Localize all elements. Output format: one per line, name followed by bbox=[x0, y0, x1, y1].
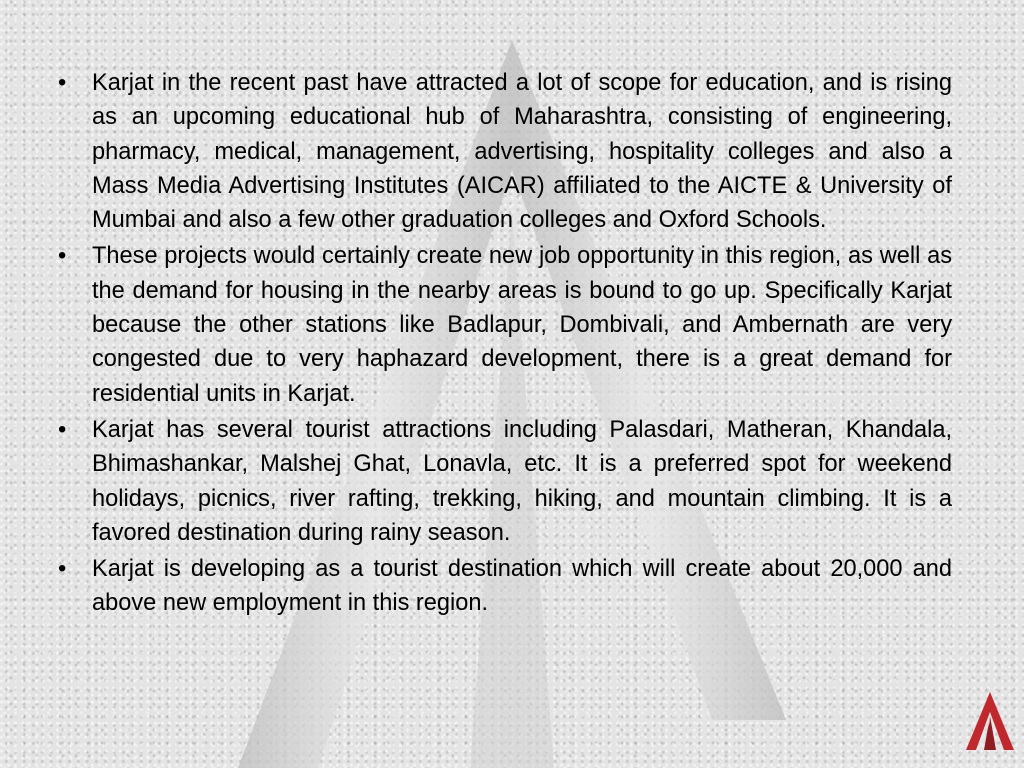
slide-content bbox=[58, 66, 952, 623]
bullet-education bbox=[58, 66, 952, 237]
bullet-marker: • bbox=[58, 556, 67, 583]
bullet-marker: • bbox=[58, 243, 67, 270]
bullet-text: Karjat has several tourist attractions including Palasdari, Matheran, Khandala, Bhimashankar, Malshej Ghat, Lonavla, etc. It is a preferred spot for weekend holidays, picnics, river rafting, trekking, hiking, and mountain climbing. It is a favored destination during rainy season. bbox=[92, 416, 952, 546]
bullet-marker: • bbox=[58, 70, 67, 96]
bullet-tourism bbox=[58, 413, 952, 550]
bullet-employment bbox=[58, 552, 952, 621]
bullet-housing bbox=[58, 239, 952, 410]
bullet-text: Karjat in the recent past have attracted a lot of scope for education, and is rising as an upcoming educational hub of Maharashtra, consisting of engineering, pharmacy, medical, management, advertising, hospitality colleges and also a Mass Media Advertising Institutes (AICAR) affiliated to the AICTE & University of Mumbai and also a few other graduation colleges and Oxford Schools. bbox=[92, 70, 952, 234]
bullet-text: These projects would certainly create new job opportunity in this region, as well as the demand for housing in the nearby areas is bound to go up. Specifically Karjat because the other stations like Badlapur, Dombivali, and Ambernath are very congested due to very haphazard development, there is a great demand for residential units in Karjat. bbox=[92, 243, 952, 407]
bullet-marker: • bbox=[58, 416, 67, 443]
a-logo-icon bbox=[962, 690, 1018, 752]
bullet-list bbox=[58, 66, 952, 621]
bullet-text: Karjat is developing as a tourist destination which will create about 20,000 and above new employment in this region. bbox=[92, 556, 952, 617]
